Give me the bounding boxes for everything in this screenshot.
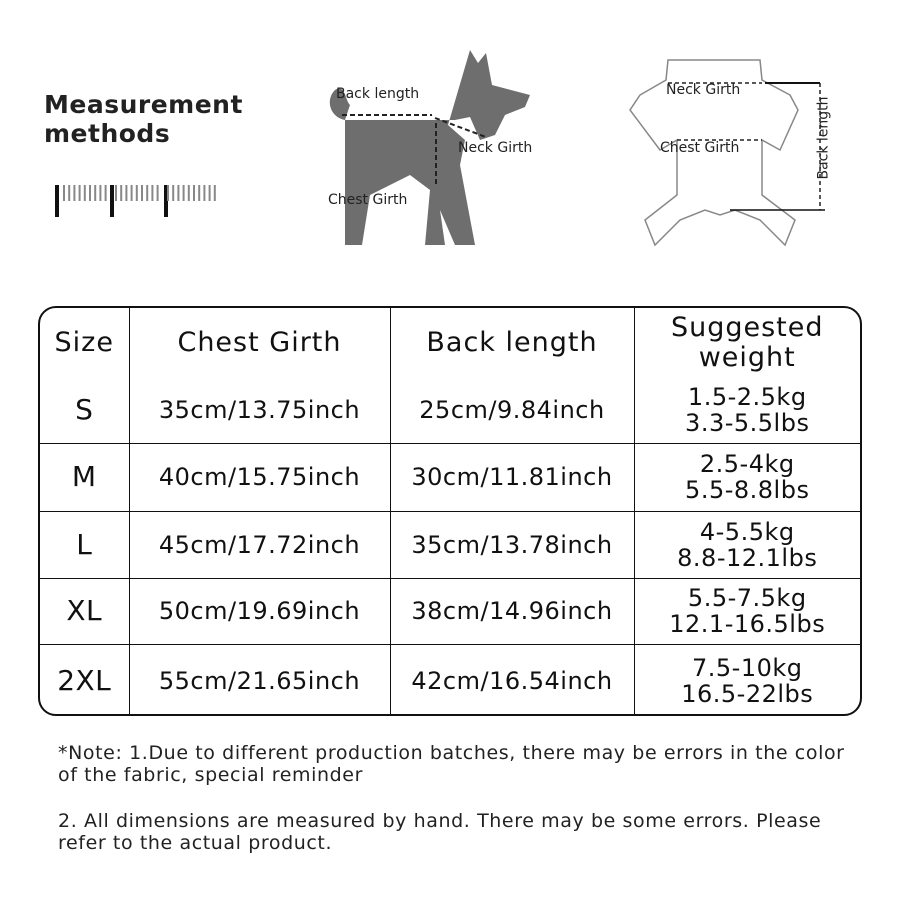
ruler-tick [146, 185, 148, 201]
ruler-tick [79, 185, 81, 201]
ruler-tick [115, 185, 117, 201]
ruler-tick [63, 185, 65, 201]
ruler-tick [172, 185, 174, 201]
weight-cell [634, 443, 860, 511]
header-chest-girth: Chest Girth [129, 308, 390, 377]
table-row [40, 377, 860, 443]
table-header-row [40, 308, 860, 377]
ruler-tick [177, 185, 179, 201]
weight-lbs: 5.5-8.8lbs [685, 476, 810, 504]
ruler-tick [105, 185, 107, 201]
ruler-tick [94, 185, 96, 201]
back-length-cell: 35cm/13.78inch [390, 511, 634, 578]
back-length-cell: 42cm/16.54inch [390, 644, 634, 716]
ruler-tick [136, 185, 138, 201]
table-row [40, 511, 860, 578]
title-line-1: Measurement [44, 90, 243, 119]
ruler-tick [214, 185, 216, 201]
ruler-tick [131, 185, 133, 201]
chest-girth-cell: 40cm/15.75inch [129, 443, 390, 511]
neck-girth-label: Neck Girth [666, 82, 741, 98]
note-1: *Note: 1.Due to different production batches, there may be errors in the color of the fabric, special reminder [58, 742, 845, 786]
size-cell: 2XL [40, 644, 129, 716]
size-chart-table [38, 306, 862, 716]
ruler-tick [183, 185, 185, 201]
weight-kg: 7.5-10kg [692, 654, 803, 683]
chest-girth-cell: 55cm/21.65inch [129, 644, 390, 716]
ruler-tick [89, 185, 91, 201]
ruler-tick [198, 185, 200, 201]
table-row [40, 443, 860, 511]
weight-lbs: 8.8-12.1lbs [677, 543, 818, 572]
size-cell: XL [40, 578, 129, 644]
weight-cell [634, 377, 860, 443]
ruler-tick [120, 185, 122, 201]
weight-kg: 2.5-4kg [699, 450, 795, 478]
ruler-tick [167, 185, 169, 201]
weight-cell [634, 578, 860, 644]
chest-girth-label: Chest Girth [660, 140, 740, 156]
ruler-tick [84, 185, 86, 201]
ruler-tick [157, 185, 159, 201]
header-suggested-weight: Suggested weight [634, 308, 860, 377]
weight-cell [634, 644, 860, 716]
ruler-tick [203, 185, 205, 201]
back-length-cell: 38cm/14.96inch [390, 578, 634, 644]
section-title [44, 90, 243, 148]
header-back-length: Back length [390, 308, 634, 377]
weight-kg: 4-5.5kg [699, 517, 795, 546]
ruler-tick [99, 185, 101, 201]
size-cell: S [40, 377, 129, 443]
size-cell: L [40, 511, 129, 578]
weight-kg: 1.5-2.5kg [687, 382, 807, 411]
ruler-tick [209, 185, 211, 201]
note-2: 2. All dimensions are measured by hand. There may be some errors. Please refer to the actual product. [58, 810, 822, 854]
weight-lbs: 3.3-5.5lbs [685, 408, 810, 437]
weight-kg: 5.5-7.5kg [687, 584, 807, 612]
ruler-tick [68, 185, 70, 201]
ruler-tick [193, 185, 195, 201]
neck-girth-label: Neck Girth [458, 140, 533, 156]
ruler-tick [151, 185, 153, 201]
back-length-label: Back length [815, 96, 832, 180]
chest-girth-label: Chest Girth [328, 192, 408, 208]
weight-cell [634, 511, 860, 578]
table-row [40, 578, 860, 644]
ruler-tick [141, 185, 143, 201]
back-length-label: Back length [336, 86, 420, 102]
chest-girth-cell: 50cm/19.69inch [129, 578, 390, 644]
weight-lbs: 16.5-22lbs [681, 680, 814, 709]
dog-measurement-diagram [320, 45, 560, 255]
chest-girth-cell: 45cm/17.72inch [129, 511, 390, 578]
back-length-cell: 25cm/9.84inch [390, 377, 634, 443]
ruler-tick [73, 185, 75, 201]
ruler-icon [55, 180, 220, 220]
chest-girth-cell: 35cm/13.75inch [129, 377, 390, 443]
header-size: Size [40, 308, 129, 377]
garment-measurement-diagram [620, 55, 850, 255]
ruler-tick [188, 185, 190, 201]
table-row [40, 644, 860, 716]
ruler-tick [125, 185, 127, 201]
size-cell: M [40, 443, 129, 511]
title-line-2: methods [44, 119, 171, 148]
back-length-cell: 30cm/11.81inch [390, 443, 634, 511]
weight-lbs: 12.1-16.5lbs [669, 610, 826, 638]
